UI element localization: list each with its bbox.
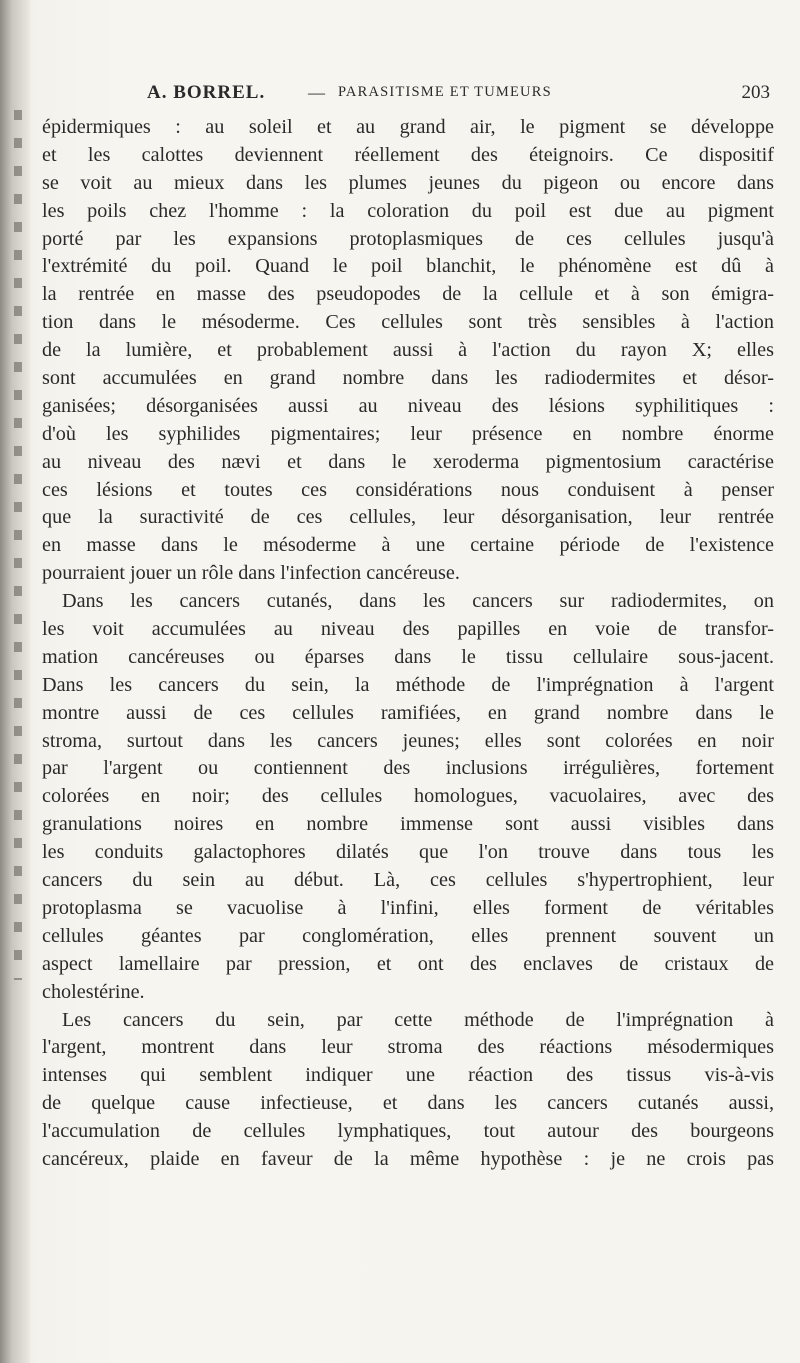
text-line: l'extrémité du poil. Quand le poil blanchit, le phénomène est dû à [42, 255, 774, 278]
text-line: Dans les cancers cutanés, dans les cancers sur radiodermites, on [62, 590, 774, 613]
text-line: épidermiques : au soleil et au grand air, le pigment se développe [42, 116, 774, 138]
text-line: la rentrée en masse des pseudopodes de la cellule et à son émigra- [42, 283, 774, 306]
text-line: tion dans le mésoderme. Ces cellules sont très sensibles à l'action [42, 311, 774, 334]
text-line: ces lésions et toutes ces considérations nous conduisent à penser [42, 478, 774, 501]
text-line: cholestérine. [42, 980, 145, 1003]
text-line: et les calottes deviennent réellement des éteignoirs. Ce dispositif [42, 143, 774, 166]
running-header [40, 82, 770, 106]
text-line: de la lumière, et probablement aussi à l'action du rayon X; elles [42, 339, 774, 362]
text-line: ganisées; désorganisées aussi au niveau des lésions syphilitiques : [42, 394, 774, 417]
text-line: cellules géantes par conglomération, elles prennent souvent un [42, 924, 774, 947]
text-line: intenses qui semblent indiquer une réaction des tissus vis-à-vis [42, 1064, 774, 1087]
header-dash: — [308, 83, 325, 102]
text-line: les voit accumulées au niveau des papilles en voie de transfor- [42, 618, 774, 641]
text-line: porté par les expansions protoplasmiques de ces cellules jusqu'à [42, 227, 774, 250]
text-line: cancéreux, plaide en faveur de la même hypothèse : je ne crois pas [42, 1147, 774, 1170]
text-line: l'accumulation de cellules lymphatiques, tout autour des bourgeons [42, 1120, 774, 1143]
text-line: pourraient jouer un rôle dans l'infection cancéreuse. [42, 562, 460, 585]
body-text [42, 114, 774, 1174]
text-line: les poils chez l'homme : la coloration du poil est due au pigment [42, 199, 774, 222]
text-line: aspect lamellaire par pression, et ont des enclaves de cristaux de [42, 952, 774, 975]
text-line: colorées en noir; des cellules homologues, vacuolaires, avec des [42, 785, 774, 808]
header-title: PARASITISME ET TUMEURS [338, 84, 552, 100]
text-line: par l'argent ou contiennent des inclusions irrégulières, fortement [42, 757, 774, 780]
text-line: au niveau des nævi et dans le xeroderma pigmentosium caractérise [42, 450, 774, 473]
text-line: Dans les cancers du sein, la méthode de l'imprégnation à l'argent [42, 673, 774, 696]
text-line: protoplasma se vacuolise à l'infini, elles forment de véritables [42, 896, 774, 919]
text-line: en masse dans le mésoderme à une certaine période de l'existence [42, 534, 774, 557]
text-line: cancers du sein au début. Là, ces cellules s'hypertrophient, leur [42, 869, 774, 892]
text-line: sont accumulées en grand nombre dans les radiodermites et désor- [42, 367, 774, 390]
text-line: Les cancers du sein, par cette méthode de l'imprégnation à [62, 1008, 774, 1031]
text-line: mation cancéreuses ou éparses dans le tissu cellulaire sous-jacent. [42, 645, 774, 668]
text-line: l'argent, montrent dans leur stroma des réactions mésodermiques [42, 1036, 774, 1059]
page-number: 203 [741, 82, 770, 103]
text-line: les conduits galactophores dilatés que l'on trouve dans tous les [42, 841, 774, 864]
page-binding-edge [0, 0, 30, 1363]
header-author: A. BORREL. [147, 82, 266, 103]
text-line: stroma, surtout dans les cancers jeunes; elles sont colorées en noir [42, 729, 774, 752]
text-line: montre aussi de ces cellules ramifiées, en grand nombre dans le [42, 701, 774, 724]
text-line: d'où les syphilides pigmentaires; leur présence en nombre énorme [42, 422, 774, 445]
text-line: de quelque cause infectieuse, et dans les cancers cutanés aussi, [42, 1092, 774, 1115]
text-line: que la suractivité de ces cellules, leur désorganisation, leur rentrée [42, 506, 774, 529]
text-line: granulations noires en nombre immense sont aussi visibles dans [42, 813, 774, 836]
binding-shadow [14, 110, 22, 980]
text-line: se voit au mieux dans les plumes jeunes du pigeon ou encore dans [42, 171, 774, 194]
